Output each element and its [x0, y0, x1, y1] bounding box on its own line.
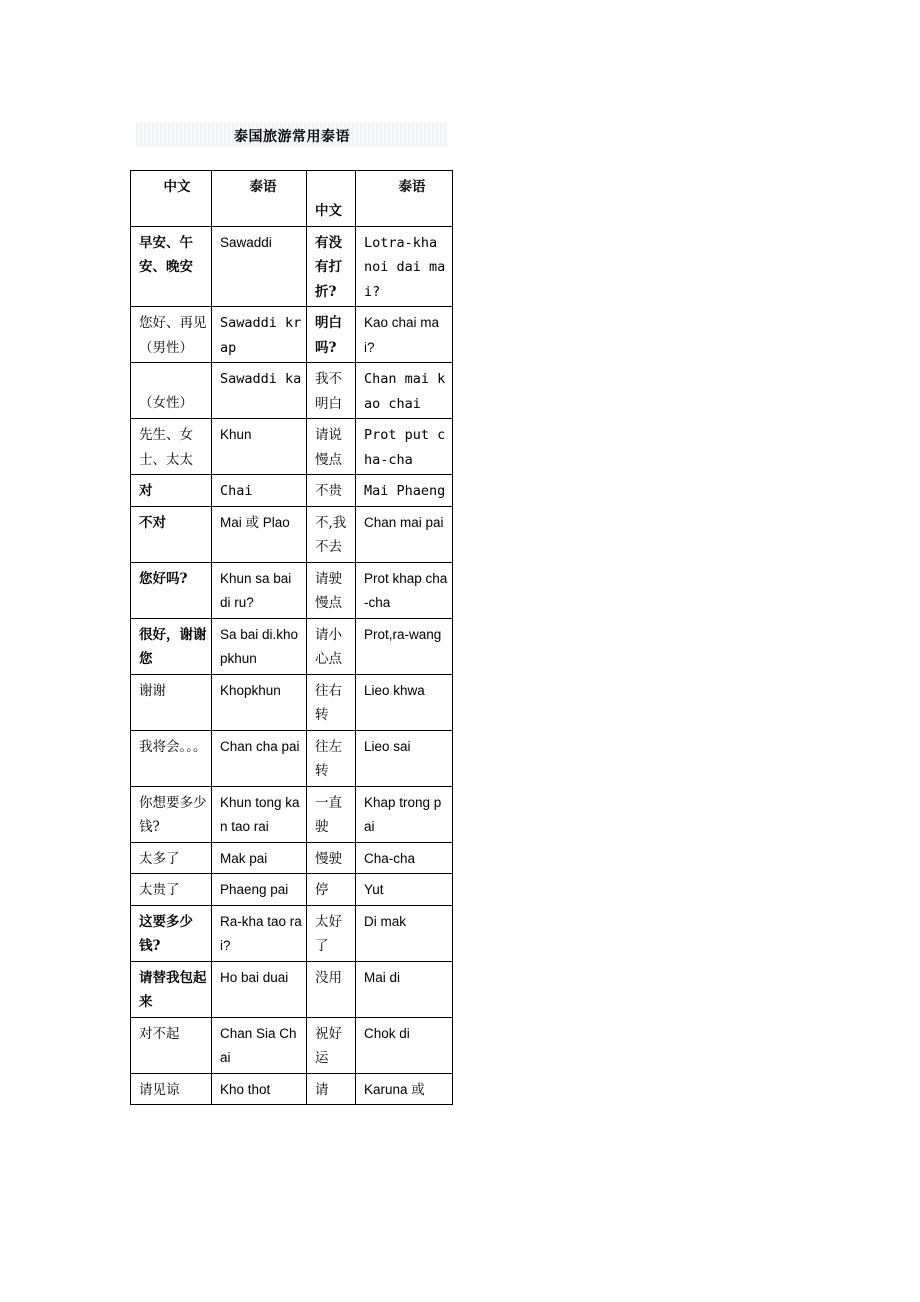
cell-thai: Chan Sia Chai	[212, 1017, 307, 1073]
cell-chinese: 很好，谢谢您	[131, 618, 212, 674]
cell-thai: Chan mai pai	[356, 506, 453, 562]
cell-thai: Di mak	[356, 905, 453, 961]
cell-chinese: 先生、女士、太太	[131, 419, 212, 475]
cell-chinese: 您好吗?	[131, 562, 212, 618]
table-row	[131, 874, 453, 906]
table-row	[131, 961, 453, 1017]
cell-thai: Chan cha pai	[212, 730, 307, 786]
table-row	[131, 363, 453, 419]
table-row	[131, 475, 453, 507]
table-header-row	[131, 171, 453, 227]
cell-chinese: 明白吗?	[307, 307, 356, 363]
cell-thai: Karuna 或	[356, 1073, 453, 1105]
cell-chinese: 不,我不去	[307, 506, 356, 562]
cell-chinese: 我不明白	[307, 363, 356, 419]
cell-chinese: 往右转	[307, 674, 356, 730]
cell-chinese: 你想要多少钱?	[131, 786, 212, 842]
cell-thai: Mak pai	[212, 842, 307, 874]
table-row	[131, 226, 453, 307]
cell-chinese: 这要多少钱?	[131, 905, 212, 961]
table-row	[131, 562, 453, 618]
cell-thai: Ho bai duai	[212, 961, 307, 1017]
cell-thai: Cha-cha	[356, 842, 453, 874]
cell-thai: Kho thot	[212, 1073, 307, 1105]
cell-chinese: 早安、午安、晚安	[131, 226, 212, 307]
header-chinese: 中文	[307, 171, 356, 227]
cell-thai: Khopkhun	[212, 674, 307, 730]
cell-chinese: 请	[307, 1073, 356, 1105]
cell-thai: Prot put cha-cha	[356, 419, 453, 475]
page-title: 泰国旅游常用泰语	[234, 129, 350, 145]
cell-thai: Mai Phaeng	[356, 475, 453, 507]
phrase-table	[130, 170, 453, 1105]
cell-chinese: 太贵了	[131, 874, 212, 906]
table-row	[131, 674, 453, 730]
table-row	[131, 506, 453, 562]
cell-chinese: 太多了	[131, 842, 212, 874]
table-row	[131, 905, 453, 961]
cell-thai: Khun sa bai di ru?	[212, 562, 307, 618]
cell-chinese: 慢驶	[307, 842, 356, 874]
cell-chinese: 请说慢点	[307, 419, 356, 475]
cell-thai: Khun	[212, 419, 307, 475]
table-row	[131, 1073, 453, 1105]
cell-thai: Chai	[212, 475, 307, 507]
table-row	[131, 618, 453, 674]
cell-thai: Ra-kha tao rai?	[212, 905, 307, 961]
cell-chinese: 对不起	[131, 1017, 212, 1073]
cell-chinese: 往左转	[307, 730, 356, 786]
cell-chinese: 我将会。。。	[131, 730, 212, 786]
table-row	[131, 307, 453, 363]
table-row	[131, 842, 453, 874]
cell-chinese: 有没有打折?	[307, 226, 356, 307]
cell-chinese: 没用	[307, 961, 356, 1017]
cell-thai: Kao chai mai?	[356, 307, 453, 363]
cell-chinese: （女性）	[131, 363, 212, 419]
cell-chinese: 不贵	[307, 475, 356, 507]
cell-thai: Prot,ra-wang	[356, 618, 453, 674]
cell-thai: Chok di	[356, 1017, 453, 1073]
cell-chinese: 停	[307, 874, 356, 906]
cell-thai: Mai di	[356, 961, 453, 1017]
cell-thai: Chan mai kao chai	[356, 363, 453, 419]
cell-chinese: 请替我包起来	[131, 961, 212, 1017]
cell-thai: Sawaddi ka	[212, 363, 307, 419]
cell-chinese: 请小心点	[307, 618, 356, 674]
table-row	[131, 786, 453, 842]
cell-chinese: 谢谢	[131, 674, 212, 730]
cell-thai: Khap trong pai	[356, 786, 453, 842]
cell-chinese: 对	[131, 475, 212, 507]
cell-thai: Lieo khwa	[356, 674, 453, 730]
cell-thai: Yut	[356, 874, 453, 906]
cell-thai: Sawaddi	[212, 226, 307, 307]
cell-chinese: 不对	[131, 506, 212, 562]
cell-chinese: 祝好运	[307, 1017, 356, 1073]
header-chinese: 中文	[131, 171, 212, 227]
cell-thai: Phaeng pai	[212, 874, 307, 906]
cell-thai: Khun tong kan tao rai	[212, 786, 307, 842]
table-row	[131, 1017, 453, 1073]
cell-chinese: 您好、再见（男性）	[131, 307, 212, 363]
cell-thai: Lotra-kha noi dai mai?	[356, 226, 453, 307]
cell-chinese: 一直驶	[307, 786, 356, 842]
header-thai: 泰语	[356, 171, 453, 227]
cell-chinese: 请见谅	[131, 1073, 212, 1105]
cell-thai: Sawaddi krap	[212, 307, 307, 363]
cell-thai: Sa bai di.khopkhun	[212, 618, 307, 674]
table-row	[131, 419, 453, 475]
cell-thai: Lieo sai	[356, 730, 453, 786]
header-thai: 泰语	[212, 171, 307, 227]
cell-thai: Mai 或 Plao	[212, 506, 307, 562]
cell-chinese: 太好了	[307, 905, 356, 961]
cell-thai: Prot khap cha-cha	[356, 562, 453, 618]
cell-chinese: 请驶慢点	[307, 562, 356, 618]
table-row	[131, 730, 453, 786]
